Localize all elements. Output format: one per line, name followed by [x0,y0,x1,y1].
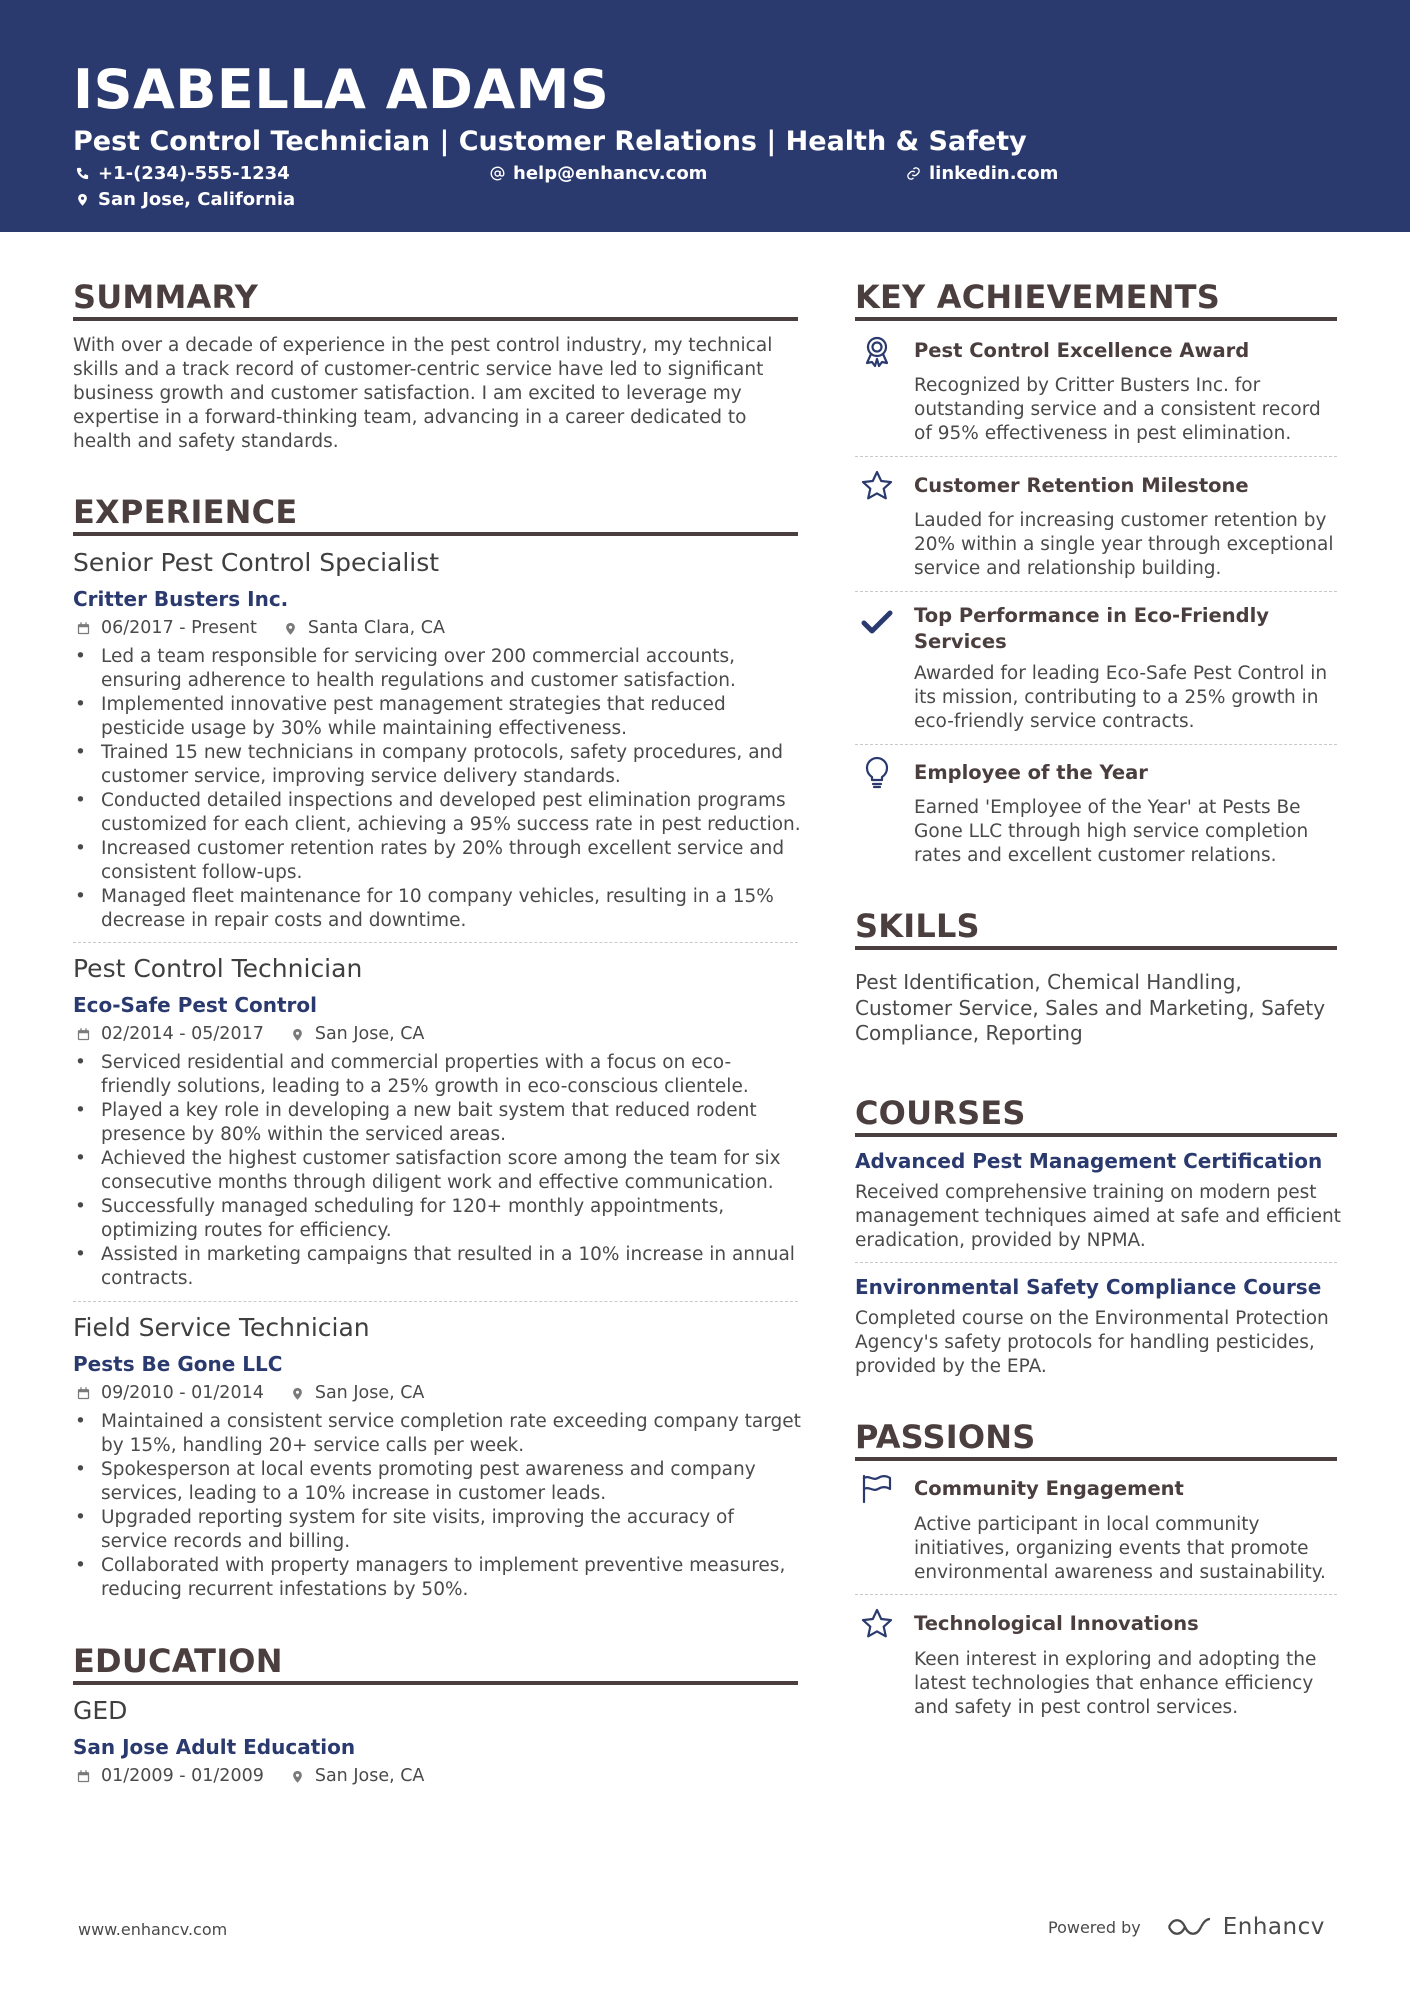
job-dates: 06/2017 - Present [101,618,257,638]
map-pin-icon [290,1386,305,1401]
achievement-title: Pest Control Excellence Award [914,339,1250,362]
job-bullet: • Trained 15 new technicians in company protocols, safety procedures, and customer service, improving service delivery standards. [73,741,803,789]
summary-rule [73,317,798,321]
passions-heading: PASSIONS [855,1418,1036,1456]
education-location-text: San Jose, CA [314,1766,425,1786]
job-bullet: • Played a key role in developing a new bait system that reduced rodent presence by 80% within the serviced areas. [73,1099,803,1147]
contact-email[interactable] [490,163,707,184]
candidate-headline: Pest Control Technician | Customer Relations | Health & Safety [73,126,1027,157]
job-bullet: • Assisted in marketing campaigns that resulted in a 10% increase in annual contracts. [73,1243,803,1291]
summary-line: health and safety standards. [73,431,339,452]
achievements-heading: KEY ACHIEVEMENTS [855,278,1220,316]
job-location [283,618,445,638]
brand-name: Enhancv [1222,1914,1325,1940]
map-pin-icon [283,621,298,636]
calendar-icon [76,621,91,636]
map-pin-icon [290,1027,305,1042]
contact-linkedin[interactable] [906,163,1058,184]
phone-text: +1-(234)-555-1234 [98,163,290,184]
job-bullet: • Conducted detailed inspections and developed pest elimination programs customized for each client, achieving a 95% success rate in pest reduction. [73,789,803,837]
summary-line: With over a decade of experience in the pest control industry, my technical [73,335,773,356]
achievement-title: Top Performance in Eco-Friendly Services [914,604,1269,653]
calendar-icon [76,1769,91,1784]
education-location [290,1766,425,1786]
calendar-icon [76,1386,91,1401]
job-bullets [73,645,803,933]
job-bullets [73,1051,803,1291]
job-location-text: Santa Clara, CA [307,618,445,638]
job-bullet: • Spokesperson at local events promoting pest awareness and company services, leading to a 10% increase in customer leads. [73,1458,803,1506]
achievement-desc: Lauded for increasing customer retention by 20% within a single year through exceptional service and relationship building. [914,510,1334,579]
education-rule [73,1681,798,1685]
job-meta [76,1383,424,1403]
email-text: help@enhancv.com [513,163,708,184]
job-bullet: • Collaborated with property managers to implement preventive measures, reducing recurrent infestations by 50%. [73,1554,803,1602]
candidate-name: ISABELLA ADAMS [73,58,610,121]
award-ribbon-icon [860,334,894,368]
job-meta [76,1024,424,1044]
flag-icon [860,1472,894,1506]
location-text: San Jose, California [98,189,296,210]
job-title: Pest Control Technician [73,954,363,983]
skills-list [855,970,1325,1047]
achievement-divider [855,456,1337,457]
job-bullet: • Successfully managed scheduling for 120+ monthly appointments, optimizing routes for efficiency. [73,1195,803,1243]
star-icon [860,469,894,503]
company-name: Critter Busters Inc. [73,587,289,611]
achievement-desc: Awarded for leading Eco-Safe Pest Control in its mission, contributing to a 25% growth in eco-friendly service contracts. [914,663,1328,732]
education-meta [76,1766,424,1786]
contact-location [75,189,295,210]
passion-desc: Keen interest in exploring and adopting the latest technologies that enhance efficiency and safety in pest control services. [914,1649,1317,1718]
summary-line: business growth and customer satisfaction. I am excited to leverage my [73,383,742,404]
degree-name: GED [73,1696,128,1725]
achievement-divider [855,744,1337,745]
job-bullet: • Increased customer retention rates by 20% through excellent service and consistent follow-ups. [73,837,803,885]
skills-line: Compliance, Reporting [855,1021,1083,1045]
course-desc: Completed course on the Environmental Protection Agency's safety protocols for handling pesticides, provided by the EPA. [855,1308,1329,1377]
job-bullet: • Maintained a consistent service completion rate exceeding company target by 15%, handling 20+ service calls per week. [73,1410,803,1458]
job-meta [76,618,445,638]
achievement-title: Customer Retention Milestone [914,474,1249,497]
job-location-text: San Jose, CA [314,1383,425,1403]
job-bullet: • Serviced residential and commercial properties with a focus on eco- friendly solutions, leading to a 25% growth in eco-conscious clientele. [73,1051,803,1099]
school-name: San Jose Adult Education [73,1735,356,1759]
job-location-text: San Jose, CA [314,1024,425,1044]
resume-header [0,0,1410,232]
footer-branding[interactable] [1048,1914,1325,1940]
passion-title: Technological Innovations [914,1612,1199,1635]
summary-line: expertise in a forward-thinking team, advancing in a career dedicated to [73,407,747,428]
skills-rule [855,946,1337,950]
courses-heading: COURSES [855,1094,1026,1132]
job-bullet: • Managed fleet maintenance for 10 company vehicles, resulting in a 15% decrease in repair costs and downtime. [73,885,803,933]
course-desc: Received comprehensive training on modern pest management techniques aimed at safe and efficient eradication, provided by NPMA. [855,1182,1341,1251]
passion-divider [855,1594,1337,1595]
job-bullet: • Upgraded reporting system for site visits, improving the accuracy of service records and billing. [73,1506,803,1554]
at-sign-icon [490,166,505,181]
skills-line: Customer Service, Sales and Marketing, Safety [855,995,1326,1020]
powered-by-text: Powered by [1048,1917,1141,1937]
job-title: Senior Pest Control Specialist [73,548,440,577]
linkedin-text: linkedin.com [929,163,1059,184]
job-bullets [73,1410,803,1602]
star-icon [860,1607,894,1641]
summary-heading: SUMMARY [73,278,258,316]
job-location [290,1383,425,1403]
job-bullet: • Achieved the highest customer satisfaction score among the team for six consecutive months through diligent work and effective communication. [73,1147,803,1195]
job-title: Field Service Technician [73,1313,370,1342]
job-dates: 09/2010 - 01/2014 [101,1383,264,1403]
passion-title: Community Engagement [914,1477,1184,1500]
achievement-desc: Recognized by Critter Busters Inc. for outstanding service and a consistent record of 95% effectiveness in pest elimination. [914,375,1321,444]
courses-rule [855,1133,1337,1137]
enhancv-logo-icon [1165,1914,1213,1940]
link-icon [906,166,921,181]
phone-icon [75,166,90,181]
calendar-icon [76,1027,91,1042]
lightbulb-icon [860,756,894,790]
company-name: Pests Be Gone LLC [73,1352,283,1376]
map-pin-icon [290,1769,305,1784]
job-bullet: • Implemented innovative pest management strategies that reduced pesticide usage by 30% while maintaining effectiveness. [73,693,803,741]
job-location [290,1024,425,1044]
passion-desc: Active participant in local community initiatives, organizing events that promote environmental awareness and sustainability. [914,1514,1326,1583]
experience-rule [73,532,798,536]
checkmark-icon [860,606,894,640]
achievement-desc: Earned 'Employee of the Year' at Pests Be Gone LLC through high service completion rates and excellent customer relations. [914,797,1309,866]
achievement-title: Employee of the Year [914,761,1148,784]
experience-heading: EXPERIENCE [73,493,298,531]
footer-website[interactable]: www.enhancv.com [78,1920,228,1939]
skills-heading: SKILLS [855,907,980,945]
achievement-divider [855,591,1337,592]
map-pin-icon [75,192,90,207]
education-heading: EDUCATION [73,1642,283,1680]
education-dates: 01/2009 - 01/2009 [101,1766,264,1786]
job-bullet: • Led a team responsible for servicing over 200 commercial accounts, ensuring adherence to health regulations and customer satisfaction. [73,645,803,693]
course-title: Advanced Pest Management Certification [855,1149,1323,1173]
summary-line: skills and a track record of customer-centric service have led to significant [73,359,764,380]
passions-rule [855,1457,1337,1461]
summary-text [73,334,772,454]
course-title: Environmental Safety Compliance Course [855,1275,1322,1299]
contact-phone[interactable] [75,163,290,184]
company-name: Eco-Safe Pest Control [73,993,318,1017]
job-divider [73,1301,798,1302]
job-dates: 02/2014 - 05/2017 [101,1024,264,1044]
course-divider [855,1262,1337,1263]
skills-line: Pest Identification, Chemical Handling, [855,970,1242,994]
job-divider [73,942,798,943]
achievements-rule [855,317,1337,321]
